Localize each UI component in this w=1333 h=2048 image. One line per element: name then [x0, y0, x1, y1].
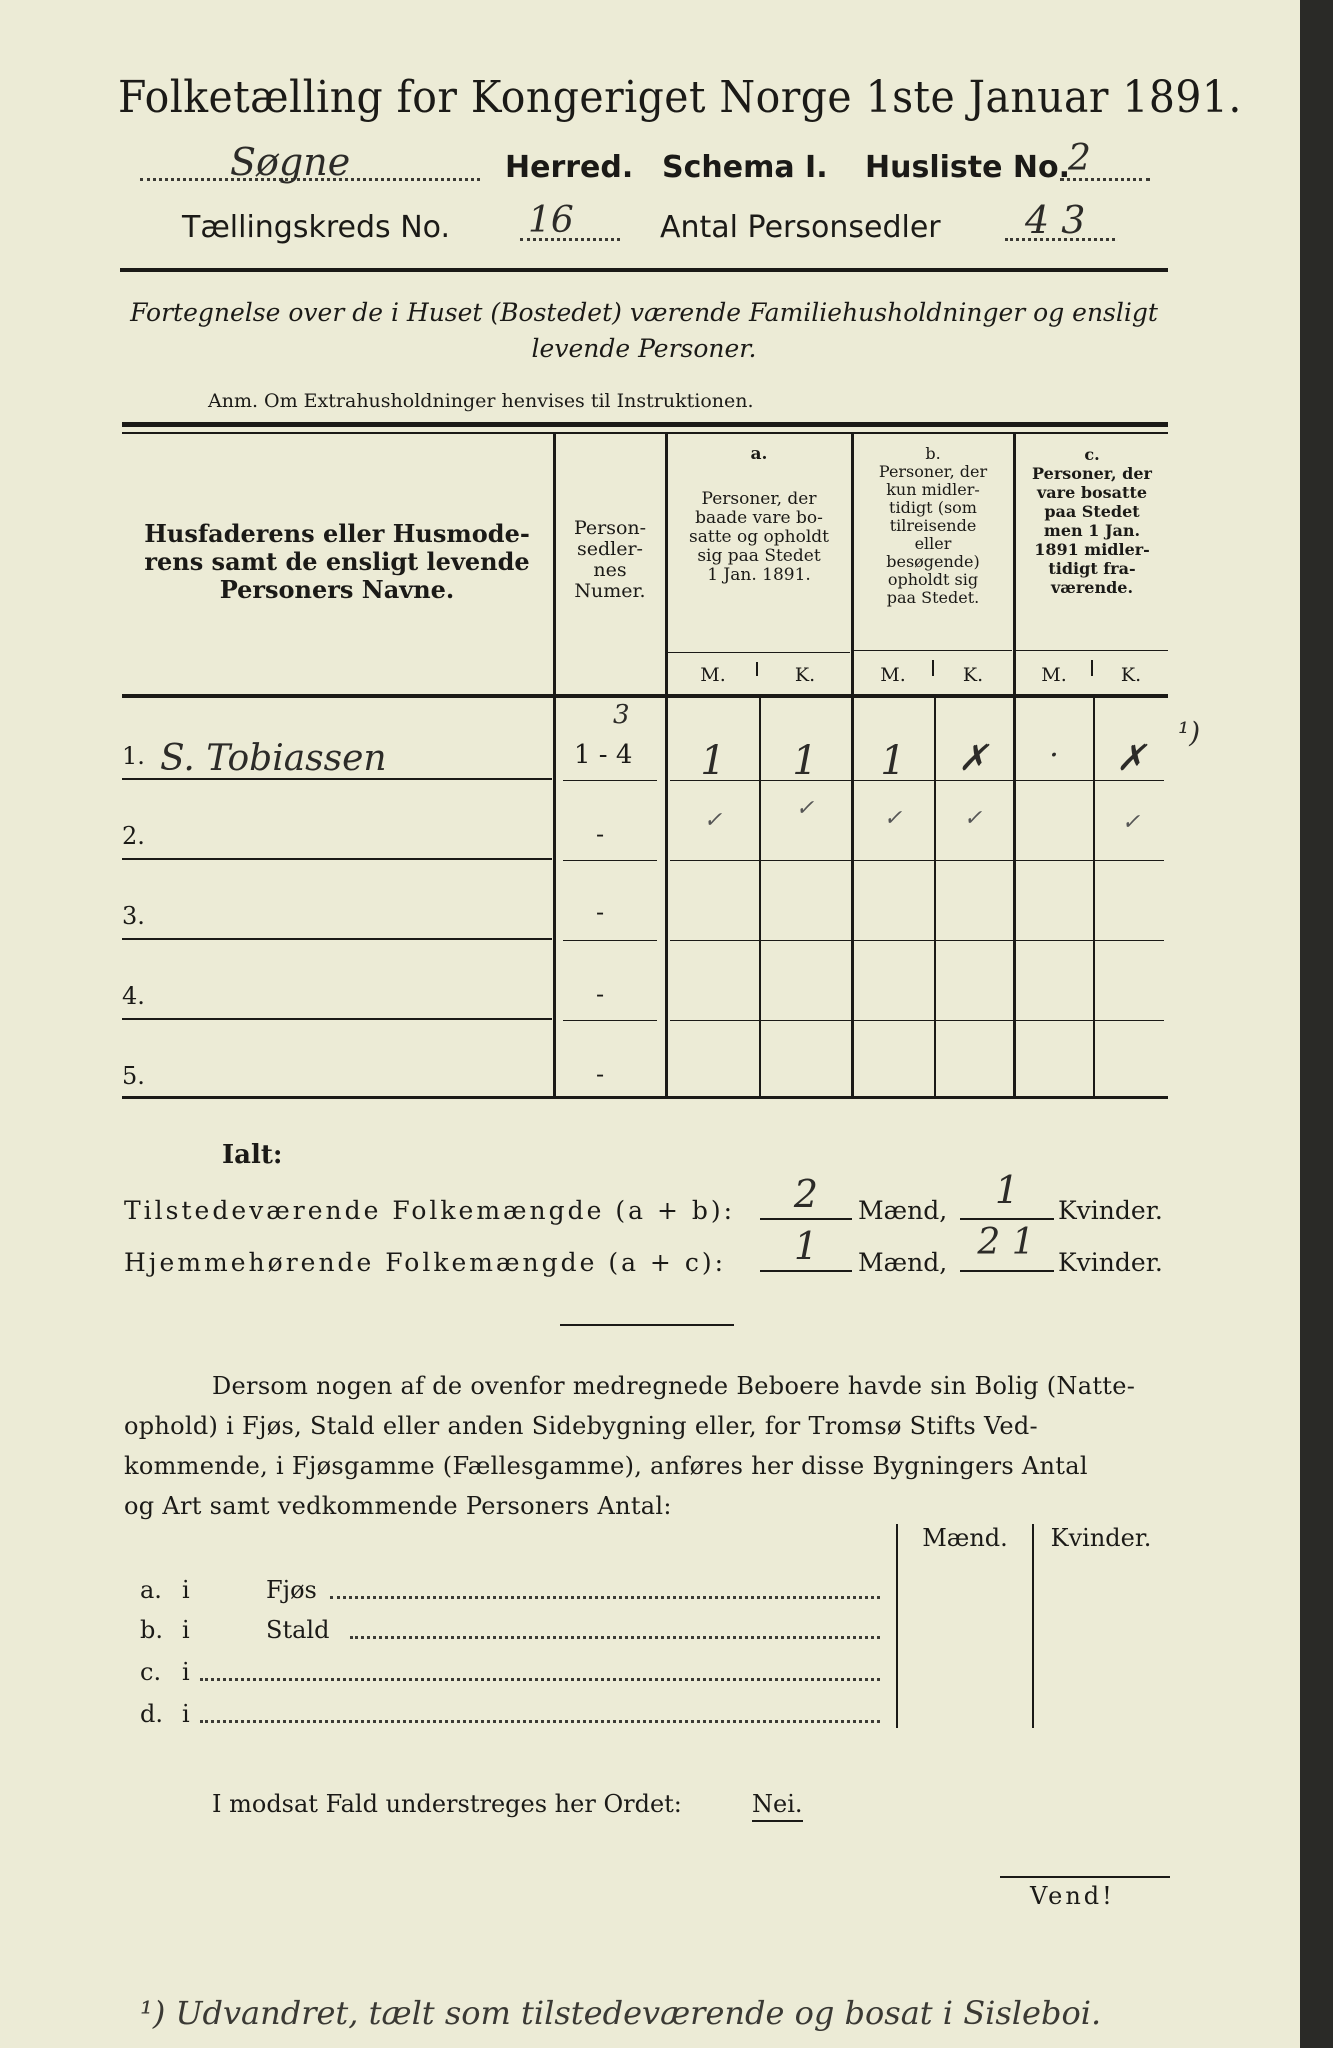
margin-footnote-mark: ¹) — [1178, 716, 1201, 749]
table-top-rule — [122, 422, 1168, 427]
modsat-text: I modsat Fald understreges her Ordet: — [212, 1790, 682, 1818]
col-header-b: b. Personer, der kun midler- tidigt (som tilreisende eller besøgende) opholdt sig paa Stedet. — [878, 444, 988, 607]
table-bottom-rule — [122, 1096, 1168, 1099]
vend-label: Vend! — [1030, 1882, 1115, 1910]
buildings-kvinder-label: Kvinder. — [1050, 1524, 1152, 1552]
husliste-dots — [1060, 178, 1150, 181]
paragraph-line: kommende, i Fjøsgamme (Fællesgamme), anføres her disse Bygningers Antal — [124, 1452, 1088, 1480]
tilstede-kvinder-value: 1 — [994, 1168, 1020, 1212]
herred-label: Herred. — [505, 150, 634, 185]
husliste-value: 2 — [1068, 138, 1091, 179]
herred-value: Søgne — [230, 140, 351, 184]
col-header-a: a. Personer, der baade vare bo- satte og opholdt sig paa Stedet 1 Jan. 1891. — [689, 444, 829, 585]
col-header-numer: Person- sedler- nes Numer. — [573, 517, 647, 602]
scan-edge — [1300, 0, 1333, 2048]
tilstede-maend-value: 2 — [793, 1172, 819, 1216]
kreds-value: 16 — [528, 200, 574, 241]
buildings-maend-label: Mænd. — [922, 1524, 1008, 1552]
paragraph-line: Dersom nogen af de ovenfor medregnede Beboere havde sin Bolig (Natte- — [212, 1372, 1136, 1400]
m-label-a: M. — [700, 664, 726, 686]
census-form-page: Folketælling for Kongeriget Norge 1ste Januar 1891. Søgne Herred. Schema I. Husliste No. 2 Tællingskreds No. 16 Antal Personsedler 4 3 Fortegnelse over de i Huset (Bostedet) værende Familiehusholdninger og ensligt levende Personer. Anm. Om Extrahusholdninger henvises til Instruktionen. Husfaderens eller Husmode- rens samt de ensligt levende Personers Navne. Person- sedler- nes Numer. a. Personer, der baade vare bo- satte og opholdt sig paa Stedet 1 Jan. 1891. b. Personer, der kun midler- tidigt (som tilreisende eller besøgende) opholdt sig paa Stedet. c. Personer, der vare bosatte paa Stedet men 1 Jan. 1891 midler- tidigt fra- værende. M. K. M. K. M. K. 1. S. Tobiassen 1 - 4 3 1 1 1 ✗ · ✗ ¹) 2. - ✓ ✓ ✓ ✓ ✓ 3. - 4. - 5. - Ialt: Tilstedeværende Folkemængde (a + b): 2 Mænd, 1 Kvinder. Hjemmehørende Folkemængde (a + c): 1 Mænd, 2 1 Kvinder. Dersom nogen af de ovenfor medregnede Beboere havde sin Bolig (Natte- ophold) i Fjøs, Stald eller anden Sidebygning eller, for Tromsø Stifts Ved- kommende, i Fjøsgamme (Fællesgamme), anføres her disse Bygningers Antal og Art samt vedkommende Personers Antal: Mænd. Kvinder. a. i Fjøs b. i Stald c. i d. i I modsat Fald understreges her Ordet: Nei. Vend! ¹) Udvandret, tælt som tilstedeværende og bosat i Sisleboi. — [0, 0, 1300, 2048]
hjemme-kvinder-value: 2 1 — [977, 1222, 1035, 1263]
section-divider — [560, 1324, 734, 1326]
husliste-label: Husliste No. — [865, 150, 1070, 185]
k-label-a: K. — [794, 664, 816, 686]
col-header-names: Husfaderens eller Husmode- rens samt de ensligt levende Personers Navne. — [144, 519, 530, 604]
ialt-label: Ialt: — [222, 1140, 283, 1170]
m-label-c: M. — [1041, 664, 1067, 686]
k-label-c: K. — [1120, 664, 1142, 686]
subtitle-line2: levende Personer. — [531, 334, 757, 363]
form-title: Folketælling for Kongeriget Norge 1ste Januar 1891. — [118, 72, 1242, 123]
hjemme-maend-value: 1 — [793, 1224, 819, 1268]
kreds-dots — [520, 238, 620, 241]
paragraph-line: og Art samt vedkommende Personers Antal: — [124, 1492, 672, 1520]
kreds-label: Tællingskreds No. — [182, 210, 450, 245]
handwritten-footnote: ¹) Udvandret, tælt som tilstedeværende og bosat i Sisleboi. — [140, 1994, 1102, 2032]
subtitle-line1: Fortegnelse over de i Huset (Bostedet) værende Familiehusholdninger og ensligt — [130, 298, 1158, 327]
nei-word: Nei. — [752, 1790, 803, 1822]
antal-label: Antal Personsedler — [660, 210, 941, 245]
k-label-b: K. — [962, 664, 984, 686]
table-header-rule — [122, 694, 1168, 698]
schema-label: Schema I. — [662, 150, 828, 185]
m-label-b: M. — [880, 664, 906, 686]
tilstede-label: Tilstedeværende Folkemængde (a + b): — [124, 1196, 736, 1225]
person-name: S. Tobiassen — [160, 738, 387, 779]
paragraph-line: ophold) i Fjøs, Stald eller anden Sidebygning eller, for Tromsø Stifts Ved- — [124, 1412, 1038, 1440]
antal-value: 4 3 — [1025, 198, 1086, 242]
header-rule — [120, 268, 1168, 272]
hjemme-label: Hjemmehørende Folkemængde (a + c): — [124, 1248, 726, 1277]
anm-note: Anm. Om Extrahusholdninger henvises til Instruktionen. — [208, 390, 754, 412]
col-header-c: c. Personer, der vare bosatte paa Stedet men 1 Jan. 1891 midler- tidigt fra- værende. — [1032, 445, 1152, 597]
